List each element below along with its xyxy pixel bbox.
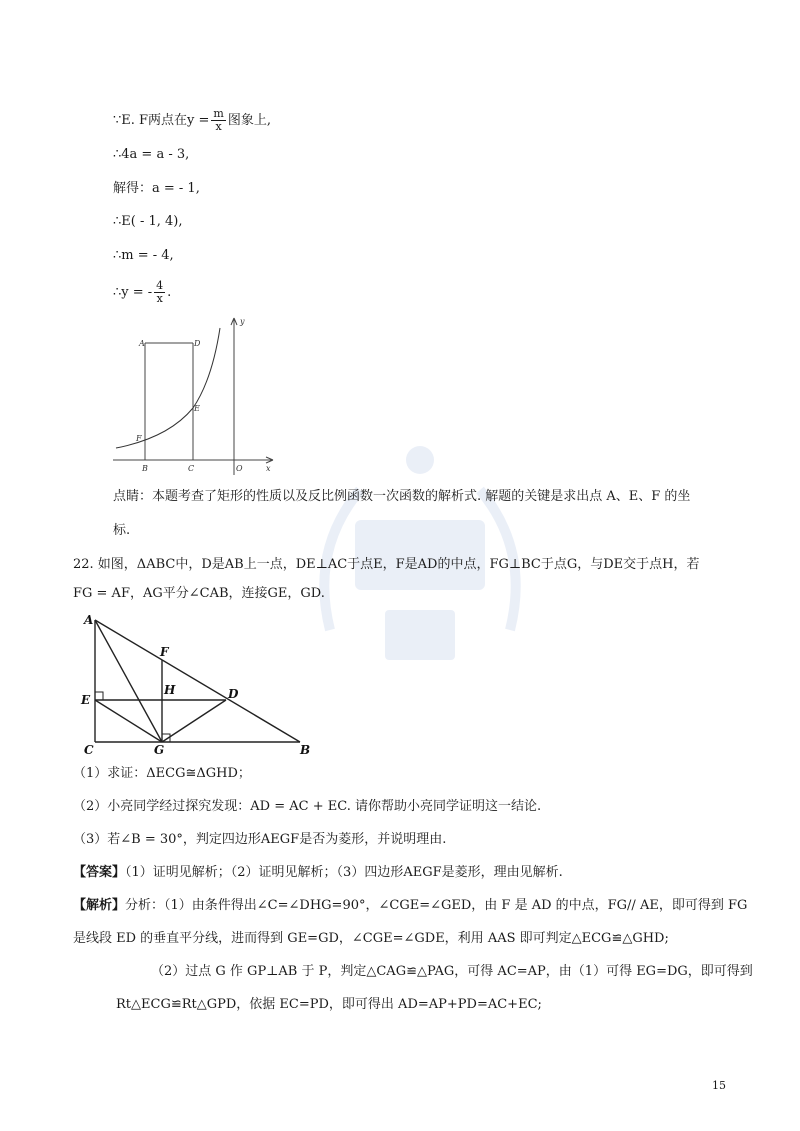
- label-B: B: [142, 464, 148, 473]
- analysis-line-1: [73, 897, 747, 915]
- label-D: D: [194, 339, 201, 348]
- hyperbola-curve: [116, 328, 220, 448]
- page-number: 15: [712, 1079, 726, 1092]
- label-D: D: [228, 687, 239, 701]
- label-F: F: [136, 434, 142, 443]
- question-2: （2）小亮同学经过探究发现：AD = AC + EC. 请你帮助小亮同学证明这一结论.: [73, 799, 542, 814]
- solution-line-2: ∴4a = a - 3,: [113, 147, 190, 162]
- answer-text: （1）证明见解析；（2）证明见解析；（3）四边形AEGF是菱形，理由见解析.: [125, 865, 563, 880]
- right-angle-mark-E: [95, 692, 103, 700]
- label-F: F: [160, 645, 169, 659]
- comment-line-2: 标.: [113, 523, 131, 538]
- text-segment: 图象上,: [227, 113, 271, 128]
- question-1: （1）求证：ΔECG≅ΔGHD；: [73, 766, 251, 781]
- label-x: x: [266, 464, 271, 473]
- answer-tag: 【答案】: [73, 865, 126, 880]
- solution-line-5: ∴m = - 4,: [113, 248, 174, 263]
- label-C: C: [188, 464, 195, 473]
- text-segment: ∴y = -: [113, 285, 153, 300]
- label-C: C: [84, 743, 94, 757]
- solution-line-6: [113, 280, 171, 305]
- analysis-tag: 【解析】: [73, 898, 126, 913]
- figure-triangle-abc: [78, 612, 318, 757]
- label-E: E: [81, 693, 91, 707]
- segment-GD: [162, 700, 226, 742]
- analysis-line-2: 是线段 ED 的垂直平分线，进而得到 GE=GD，∠CGE=∠GDE，利用 AAS 即可判定△ECG≌△GHD;: [73, 931, 669, 946]
- segment-AB: [95, 620, 300, 742]
- label-E: E: [194, 404, 200, 413]
- comment-line-1: 点睛：本题考查了矩形的性质以及反比例函数一次函数的解析式. 解题的关键是求出点 A、E、F 的坐: [113, 489, 691, 504]
- label-G: G: [154, 743, 165, 757]
- label-A: A: [84, 613, 94, 627]
- analysis-text-1: 分析：（1）由条件得出∠C=∠DHG=90°，∠CGE=∠GED，由 F 是 AD 的中点，FG// AE，即可得到 FG: [125, 898, 748, 913]
- problem-22-line-1: 22. 如图，ΔABC中，D是AB上一点，DE⊥AC于点E，F是AD的中点，FG⊥BC于点G，与DE交于点H，若: [73, 557, 700, 572]
- problem-22-line-2: FG = AF，AG平分∠CAB，连接GE，GD.: [73, 586, 325, 601]
- figure-rectangle-hyperbola: [108, 310, 288, 480]
- label-O: O: [236, 464, 243, 473]
- segment-AG: [95, 620, 162, 742]
- answer-line: [73, 864, 563, 882]
- fraction-m-over-x: $\frac{m}{x}$: [213, 107, 224, 133]
- text-segment: ∵E. F两点在y =: [113, 113, 210, 128]
- solution-line-4: ∴E( - 1, 4),: [113, 214, 183, 229]
- text-segment: .: [167, 285, 172, 300]
- label-A: A: [139, 339, 145, 348]
- fraction-4-over-x: $\frac{4}{x}$: [156, 279, 164, 305]
- label-y: y: [240, 317, 245, 326]
- solution-line-3: 解得：a = - 1,: [113, 181, 200, 196]
- label-B: B: [300, 743, 311, 757]
- label-H: H: [164, 683, 176, 697]
- segment-EG: [95, 700, 162, 742]
- question-3: （3）若∠B = 30°，判定四边形AEGF是否为菱形，并说明理由.: [73, 832, 447, 847]
- analysis-line-4: Rt△ECG≌Rt△GPD，依据 EC=PD，即可得出 AD=AP+PD=AC+EC;: [116, 997, 542, 1012]
- analysis-line-3: （2）过点 G 作 GP⊥AB 于 P，判定△CAG≌△PAG，可得 AC=AP，由（1）可得 EG=DG，即可得到: [151, 964, 753, 979]
- solution-line-1: [113, 108, 271, 133]
